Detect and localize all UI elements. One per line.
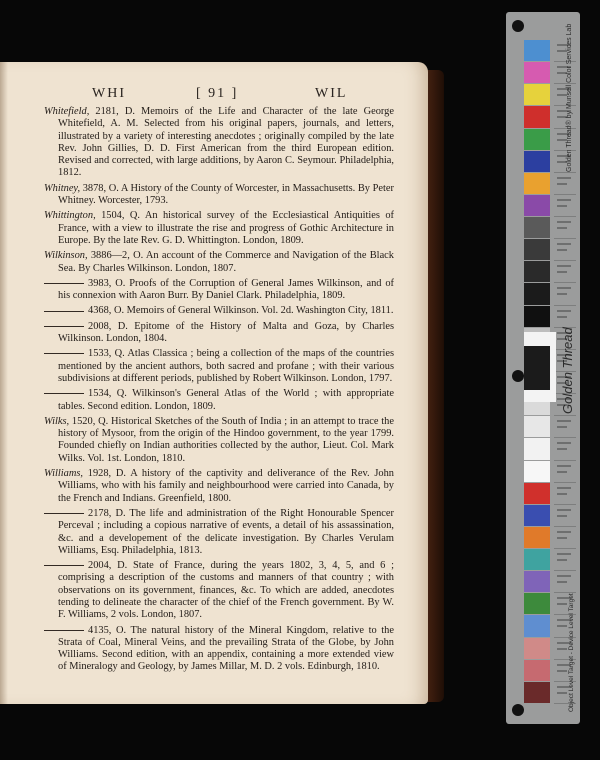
entry-text: 4368, O. Memoirs of General Wilkinson. Vol. 2d. Washington City, 1811.: [88, 305, 394, 317]
color-patch: [524, 62, 550, 83]
color-patch: [524, 549, 550, 570]
catalog-entry: [44, 560, 394, 621]
catalog-entry: [44, 388, 394, 413]
patch-value-cell: [554, 261, 576, 283]
target-brand-label: Golden Thread: [560, 327, 575, 414]
patch-value-cell: [554, 195, 576, 217]
patch-value-cell: [554, 173, 576, 195]
catalog-entry: [44, 183, 394, 208]
entry-author: Williams,: [44, 468, 83, 480]
ditto-rule: [44, 565, 84, 566]
color-patch: [524, 239, 550, 260]
color-patch: [524, 461, 550, 482]
patch-value-cell: [554, 461, 576, 483]
patch-value-cell: [554, 283, 576, 305]
color-patch: [524, 505, 550, 526]
entry-text: 2181, D. Memoirs of the Life and Character of the late George Whitefield, A. M. Selected from his original papers, journals, and letters, illustrated by a variety of interesting anecdotes ; originally compiled by the late Rev. John Gillies, D. D. First American from the third European edition. Revised and corrected, with large additions, by Aaron C. Seymour. Philadelphia, 1812.: [58, 106, 394, 179]
target-hole-bottom: [512, 704, 524, 716]
catalog-entry: [44, 250, 394, 275]
catalog-entry: [44, 321, 394, 346]
patch-value-cell: [554, 527, 576, 549]
color-patch: [524, 306, 550, 327]
ditto-rule: [44, 311, 84, 312]
scale-ruler-bar: [524, 346, 550, 390]
color-patch: [524, 173, 550, 194]
running-head-right: WIL: [315, 86, 348, 101]
color-patch: [524, 217, 550, 238]
patch-value-cell: [554, 438, 576, 460]
color-patch: [524, 615, 550, 636]
color-patch: [524, 483, 550, 504]
color-patch: [524, 84, 550, 105]
catalog-entry: [44, 625, 394, 674]
entry-text: 1534, Q. Wilkinson's General Atlas of the World ; with appropriate tables. Second edition. London, 1809.: [58, 388, 394, 412]
color-patch: [524, 660, 550, 681]
catalog-entry: [44, 508, 394, 557]
color-patch: [524, 416, 550, 437]
catalog-entry: [44, 278, 394, 303]
patch-value-cell: [554, 549, 576, 571]
entry-author: Wilks,: [44, 415, 70, 427]
catalog-entry: [44, 416, 394, 465]
catalog-entries: [44, 106, 394, 677]
ditto-rule: [44, 630, 84, 631]
color-patch: [524, 129, 550, 150]
color-patch: [524, 195, 550, 216]
entry-text: 3886—2, O. An account of the Commerce and Navigation of the Black Sea. By Charles Wilkinson. London, 1807.: [58, 250, 394, 274]
color-patch: [524, 593, 550, 614]
ditto-rule: [44, 513, 84, 514]
catalog-entry: [44, 348, 394, 385]
entry-text: 1504, Q. An historical survey of the Ecclesiastical Antiquities of France, with a view to illustrate the rise and progress of Gothic Architecture in Europe. By the late Rev. G. D. Whittington. London, 1809.: [58, 210, 394, 246]
entry-author: Whitney,: [44, 182, 81, 194]
entry-text: 3878, O. A History of the County of Worcester, in Massachusetts. By Peter Whitney. Worcester, 1793.: [58, 182, 394, 207]
color-patch: [524, 151, 550, 172]
patch-value-cell: [554, 571, 576, 593]
entry-author: Wilkinson,: [44, 250, 88, 262]
patch-value-cell: [554, 306, 576, 328]
entry-text: 2178, D. The life and administration of the Right Honourable Spencer Perceval ; including a copious narrative of events, a detail of his assassination, &c. and a developement of the delicate investigation. By Charles Verulam Williams, Esq. Philadelphia, 1813.: [58, 507, 394, 556]
patch-value-cell: [554, 505, 576, 527]
color-patch: [524, 527, 550, 548]
entry-author: Whittington,: [44, 210, 96, 222]
ditto-rule: [44, 326, 84, 327]
catalog-entry: [44, 210, 394, 247]
color-patch: [524, 40, 550, 61]
patch-value-cell: [554, 416, 576, 438]
entry-text: 1520, Q. Historical Sketches of the South of India ; in an attempt to trace the history of Mysoor, from the origin of the Hindoo government, to the year 1799. Founded chiefly on Indian authorities collected by the author, Lieut. Col. Mark Wilks. Vol. 1st. London, 1810.: [58, 415, 394, 464]
running-head: [0, 86, 428, 104]
color-patch: [524, 106, 550, 127]
catalog-entry: [44, 305, 394, 317]
entry-text: 2008, D. Epitome of the History of Malta and Goza, by Charles Wilkinson. London, 1804.: [58, 320, 394, 345]
entry-text: 1533, Q. Atlas Classica ; being a collection of the maps of the countries mentioned by the ancient authors, both sacred and profane ; with their various subdivisions at different periods, published by Robert Wilkinson. London, 1797.: [58, 348, 394, 384]
target-label-bottom: Object Level Target - Device Level Target: [568, 593, 575, 712]
color-patch: [524, 638, 550, 659]
ditto-rule: [44, 353, 84, 354]
running-head-left: WHI: [92, 86, 126, 101]
color-patch: [524, 261, 550, 282]
color-patch: [524, 682, 550, 703]
entry-text: 2004, D. State of France, during the years 1802, 3, 4, 5, and 6 ; comprising a description of the customs and manners of that country ; with observations on its government, finances, &c. To which are added, anecdotes tending to delineate the character of the chief of the French government. By W. F. Williams, 2 vols. London, 1807.: [58, 560, 394, 621]
patch-value-cell: [554, 217, 576, 239]
color-patch: [524, 438, 550, 459]
entry-author: Whitefield,: [44, 106, 90, 117]
entry-text: 4135, O. The natural history of the Mineral Kingdom, relative to the Strata of Coal, Mineral Veins, and the prevailing Strata of the Globe, by John Williams. Second edition, with an appendix, containing a more extended view of Mineralogy and Geology, by James Millar, M. D. 2 vols. Edinburgh, 1810.: [58, 624, 394, 673]
target-hole-top: [512, 20, 524, 32]
entry-text: 1928, D. A history of the captivity and deliverance of the Rev. John Williams, who with his family and neighbourhood were carried into Canada, by the French and Indians. Greenfield, 1800.: [58, 468, 394, 504]
page-number: [ 91 ]: [196, 86, 239, 101]
color-patch: [524, 571, 550, 592]
patch-value-cell: [554, 239, 576, 261]
catalog-entry: [44, 106, 394, 180]
target-label-top: Golden Thread® by Munsell Color Services Lab: [566, 23, 573, 172]
entry-text: 3983, O. Proofs of the Corruption of General James Wilkinson, and of his connexion with Aaron Burr. By Daniel Clark. Philadelphia, 1809.: [58, 277, 394, 302]
patch-value-cell: [554, 483, 576, 505]
ditto-rule: [44, 393, 84, 394]
color-patch: [524, 283, 550, 304]
color-calibration-target: [506, 12, 580, 724]
catalog-entry: [44, 468, 394, 505]
target-hole-middle: [512, 370, 524, 382]
book-page: [0, 62, 428, 704]
ditto-rule: [44, 283, 84, 284]
